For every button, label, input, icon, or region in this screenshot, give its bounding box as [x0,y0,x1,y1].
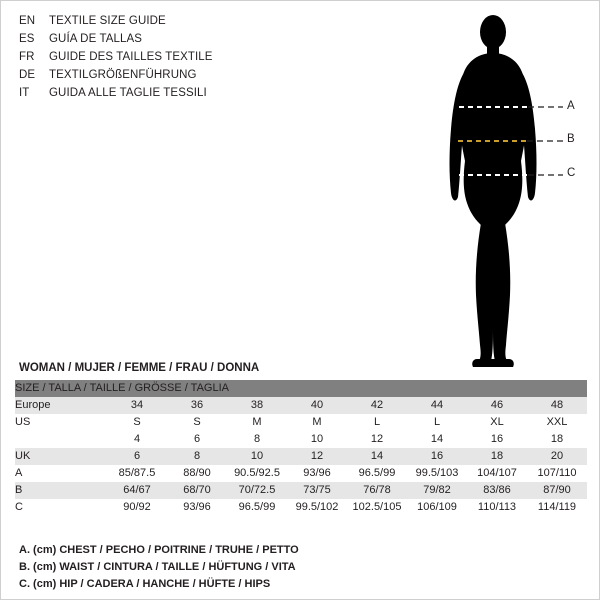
cell: 102.5/105 [347,499,407,516]
table-row [15,397,587,414]
row-label [15,431,107,448]
cell: 79/82 [407,482,467,499]
cell: 90/92 [107,499,167,516]
cell: 87/90 [527,482,587,499]
language-row [19,87,319,105]
language-code: FR [19,51,35,63]
cell: 99.5/103 [407,465,467,482]
footnote-list [19,542,579,593]
footnote-chest: A. (cm) CHEST / PECHO / POITRINE / TRUHE / PETTO [19,544,299,556]
language-row [19,69,319,87]
cell: 68/70 [167,482,227,499]
cell: 4 [107,431,167,448]
measure-label-a: A [567,100,575,112]
cell: 16 [407,448,467,465]
cell: 93/96 [287,465,347,482]
row-label: UK [15,448,107,465]
cell: 96.5/99 [347,465,407,482]
cell: 48 [527,397,587,414]
table-row [15,482,587,499]
language-title: GUIDA ALLE TAGLIE TESSILI [49,87,207,99]
cell: 34 [107,397,167,414]
cell: 88/90 [167,465,227,482]
cell: 8 [227,431,287,448]
cell: 64/67 [107,482,167,499]
measure-label-b: B [567,133,575,145]
cell: 76/78 [347,482,407,499]
language-title: GUIDE DES TAILLES TEXTILE [49,51,213,63]
cell: M [287,414,347,431]
row-label: A [15,465,107,482]
cell: 46 [467,397,527,414]
cell: 83/86 [467,482,527,499]
table-row [15,448,587,465]
language-title: GUÍA DE TALLAS [49,33,143,45]
cell: 96.5/99 [227,499,287,516]
table-header-row [15,380,587,397]
language-code: DE [19,69,36,81]
cell: S [167,414,227,431]
silhouette-icon [401,9,591,369]
cell: 14 [407,431,467,448]
cell: 107/110 [527,465,587,482]
table-header-label: SIZE / TALLA / TAILLE / GRÖSSE / TAGLIA [15,380,587,397]
language-row [19,33,319,51]
cell: 73/75 [287,482,347,499]
table-row [15,431,587,448]
language-title: TEXTILE SIZE GUIDE [49,15,166,27]
cell: L [407,414,467,431]
cell: 70/72.5 [227,482,287,499]
cell: 38 [227,397,287,414]
cell: L [347,414,407,431]
language-code: IT [19,87,30,99]
cell: 104/107 [467,465,527,482]
footnote-waist: B. (cm) WAIST / CINTURA / TAILLE / HÜFTUNG / VITA [19,561,296,573]
cell: M [227,414,287,431]
cell: 10 [227,448,287,465]
cell: 20 [527,448,587,465]
table-row [15,414,587,431]
cell: 14 [347,448,407,465]
cell: 42 [347,397,407,414]
cell: 10 [287,431,347,448]
row-label: Europe [15,397,107,414]
language-code: EN [19,15,36,27]
cell: 18 [467,448,527,465]
cell: 114/119 [527,499,587,516]
cell: S [107,414,167,431]
cell: 85/87.5 [107,465,167,482]
cell: 106/109 [407,499,467,516]
table-row [15,465,587,482]
language-row [19,15,319,33]
cell: 110/113 [467,499,527,516]
row-label: C [15,499,107,516]
cell: 6 [167,431,227,448]
language-row [19,51,319,69]
female-silhouette-figure [401,9,591,369]
cell: 40 [287,397,347,414]
cell: 36 [167,397,227,414]
cell: 99.5/102 [287,499,347,516]
section-title-woman: WOMAN / MUJER / FEMME / FRAU / DONNA [19,362,260,374]
row-label: US [15,414,107,431]
language-title: TEXTILGRÖßENFÜHRUNG [49,69,197,81]
language-title-list [19,15,319,105]
cell: 16 [467,431,527,448]
footnote-hip: C. (cm) HIP / CADERA / HANCHE / HÜFTE / HIPS [19,578,271,590]
size-table [15,380,587,516]
cell: 12 [287,448,347,465]
language-code: ES [19,33,35,45]
cell: XL [467,414,527,431]
table-row [15,499,587,516]
cell: 93/96 [167,499,227,516]
measure-label-c: C [567,167,576,179]
cell: 12 [347,431,407,448]
cell: 44 [407,397,467,414]
cell: 18 [527,431,587,448]
cell: XXL [527,414,587,431]
cell: 90.5/92.5 [227,465,287,482]
cell: 6 [107,448,167,465]
cell: 8 [167,448,227,465]
row-label: B [15,482,107,499]
